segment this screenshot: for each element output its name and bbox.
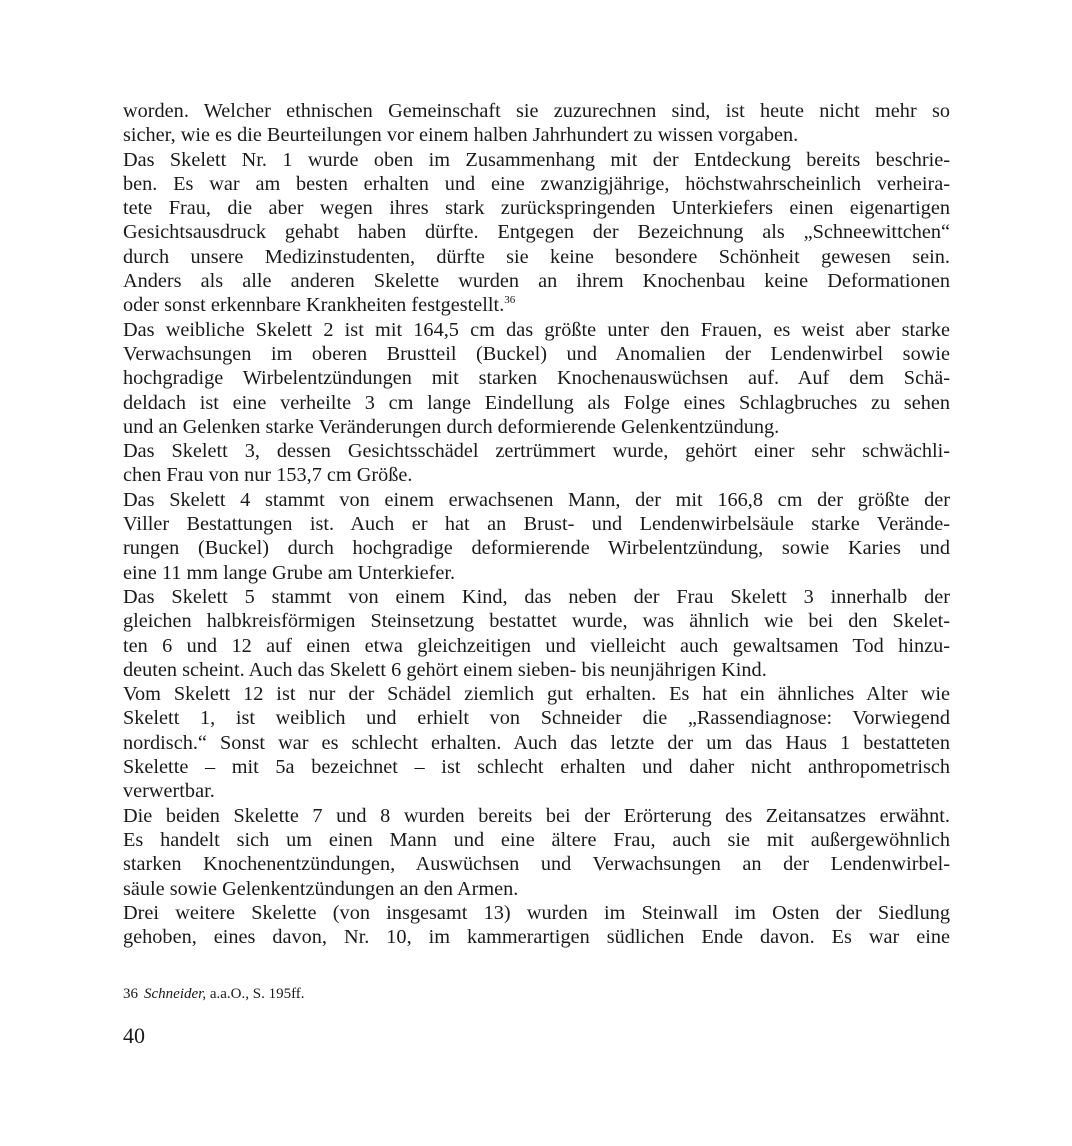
text-line: verwertbar. bbox=[123, 780, 215, 803]
text-line: rungen (Buckel) durch hochgradige deformierende Wirbelentzündung, sowie Karies und bbox=[123, 537, 950, 560]
text-line: starken Knochenentzündungen, Auswüchsen und Verwachsungen an der Lendenwirbel- bbox=[123, 853, 950, 876]
footnote-number: 36 bbox=[123, 986, 138, 1002]
text-line: hochgradige Wirbelentzündungen mit starken Knochenauswüchsen auf. Auf dem Schä- bbox=[123, 367, 950, 390]
page-number: 40 bbox=[123, 1023, 145, 1048]
footnote bbox=[123, 984, 305, 1004]
paragraph bbox=[123, 682, 950, 803]
text-line: Gesichtsausdruck gehabt haben dürfte. Entgegen der Bezeichnung als „Schneewittchen“ bbox=[123, 221, 950, 244]
paragraph bbox=[123, 318, 950, 439]
paragraph bbox=[123, 488, 950, 585]
text-line: deuten scheint. Auch das Skelett 6 gehört einem sieben- bis neunjährigen Kind. bbox=[123, 658, 767, 681]
footnote-reference: a.a.O., S. 195ff. bbox=[206, 986, 305, 1002]
text-line: Skelett 1, ist weiblich und erhielt von Schneider die „Rassendiagnose: Vorwiegend bbox=[123, 707, 950, 730]
text-line: Viller Bestattungen ist. Auch er hat an Brust- und Lendenwirbelsäule starke Verände- bbox=[123, 513, 950, 536]
text-line: gehoben, eines davon, Nr. 10, im kammerartigen südlichen Ende davon. Es war eine bbox=[123, 926, 950, 949]
text-line: deldach ist eine verheilte 3 cm lange Eindellung als Folge eines Schlagbruches zu sehen bbox=[123, 391, 950, 414]
text-line: ten 6 und 12 auf einen etwa gleichzeitigen und vielleicht auch gewaltsamen Tod hinzu- bbox=[123, 634, 950, 657]
text-line: Skelette – mit 5a bezeichnet – ist schlecht erhalten und daher nicht anthropometrisch bbox=[123, 756, 950, 779]
text-line: worden. Welcher ethnischen Gemeinschaft sie zuzurechnen sind, ist heute nicht mehr so bbox=[123, 100, 950, 122]
text-line: chen Frau von nur 153,7 cm Größe. bbox=[123, 464, 413, 487]
paragraph bbox=[123, 804, 950, 901]
paragraph bbox=[123, 99, 950, 148]
text-line: Das Skelett 5 stammt von einem Kind, das neben der Frau Skelett 3 innerhalb der bbox=[123, 585, 950, 608]
paragraph bbox=[123, 148, 950, 318]
text-line: ben. Es war am besten erhalten und eine zwanzigjährige, höchstwahrscheinlich verheira- bbox=[123, 172, 950, 195]
text-line: Das weibliche Skelett 2 ist mit 164,5 cm das größte unter den Frauen, es weist aber starke bbox=[123, 318, 950, 341]
text-line: Anders als alle anderen Skelette wurden an ihrem Knochenbau keine Deformationen bbox=[123, 270, 950, 293]
text-line: sicher, wie es die Beurteilungen vor einem halben Jahrhundert zu wissen vorgaben. bbox=[123, 124, 799, 147]
text-line: tete Frau, die aber wegen ihres stark zurückspringenden Unterkiefers einen eigenartigen bbox=[123, 197, 950, 220]
body-text bbox=[123, 99, 950, 949]
text-line: nordisch.“ Sonst war es schlecht erhalten. Auch das letzte der um das Haus 1 bestatteten bbox=[123, 731, 950, 754]
footnote-author: Schneider, bbox=[144, 986, 207, 1002]
text-line: oder sonst erkennbare Krankheiten festgestellt.$^{36}$ bbox=[123, 294, 516, 317]
document-page bbox=[123, 99, 950, 949]
text-line: Drei weitere Skelette (von insgesamt 13) wurden im Steinwall im Osten der Siedlung bbox=[123, 901, 950, 924]
text-line: Die beiden Skelette 7 und 8 wurden bereits bei der Erörterung des Zeitansatzes erwähnt. bbox=[123, 804, 950, 827]
text-line: säule sowie Gelenkentzündungen an den Armen. bbox=[123, 877, 519, 900]
text-line: gleichen halbkreisförmigen Steinsetzung bestattet wurde, was ähnlich wie bei den Skelet- bbox=[123, 610, 950, 633]
text-line: eine 11 mm lange Grube am Unterkiefer. bbox=[123, 561, 456, 584]
text-line: Das Skelett 4 stammt von einem erwachsenen Mann, der mit 166,8 cm der größte der bbox=[123, 488, 950, 511]
text-line: Verwachsungen im oberen Brustteil (Buckel) und Anomalien der Lendenwirbel sowie bbox=[123, 342, 950, 365]
text-line: Es handelt sich um einen Mann und eine ältere Frau, auch sie mit außergewöhnlich bbox=[123, 828, 950, 851]
paragraph bbox=[123, 585, 950, 682]
text-line: und an Gelenken starke Veränderungen durch deformierende Gelenkentzündung. bbox=[123, 415, 780, 438]
footnote-reference-mark: 36 bbox=[504, 294, 516, 307]
text-line: Vom Skelett 12 ist nur der Schädel ziemlich gut erhalten. Es hat ein ähnliches Alter wie bbox=[123, 683, 950, 706]
text-line: Das Skelett 3, dessen Gesichtsschädel zertrümmert wurde, gehört einer sehr schwächli- bbox=[123, 440, 950, 463]
paragraph bbox=[123, 439, 950, 488]
text-line: Das Skelett Nr. 1 wurde oben im Zusammenhang mit der Entdeckung bereits beschrie- bbox=[123, 148, 950, 171]
text-line: durch unsere Medizinstudenten, dürfte sie keine besondere Schönheit gewesen sein. bbox=[123, 245, 950, 268]
paragraph bbox=[123, 901, 950, 950]
